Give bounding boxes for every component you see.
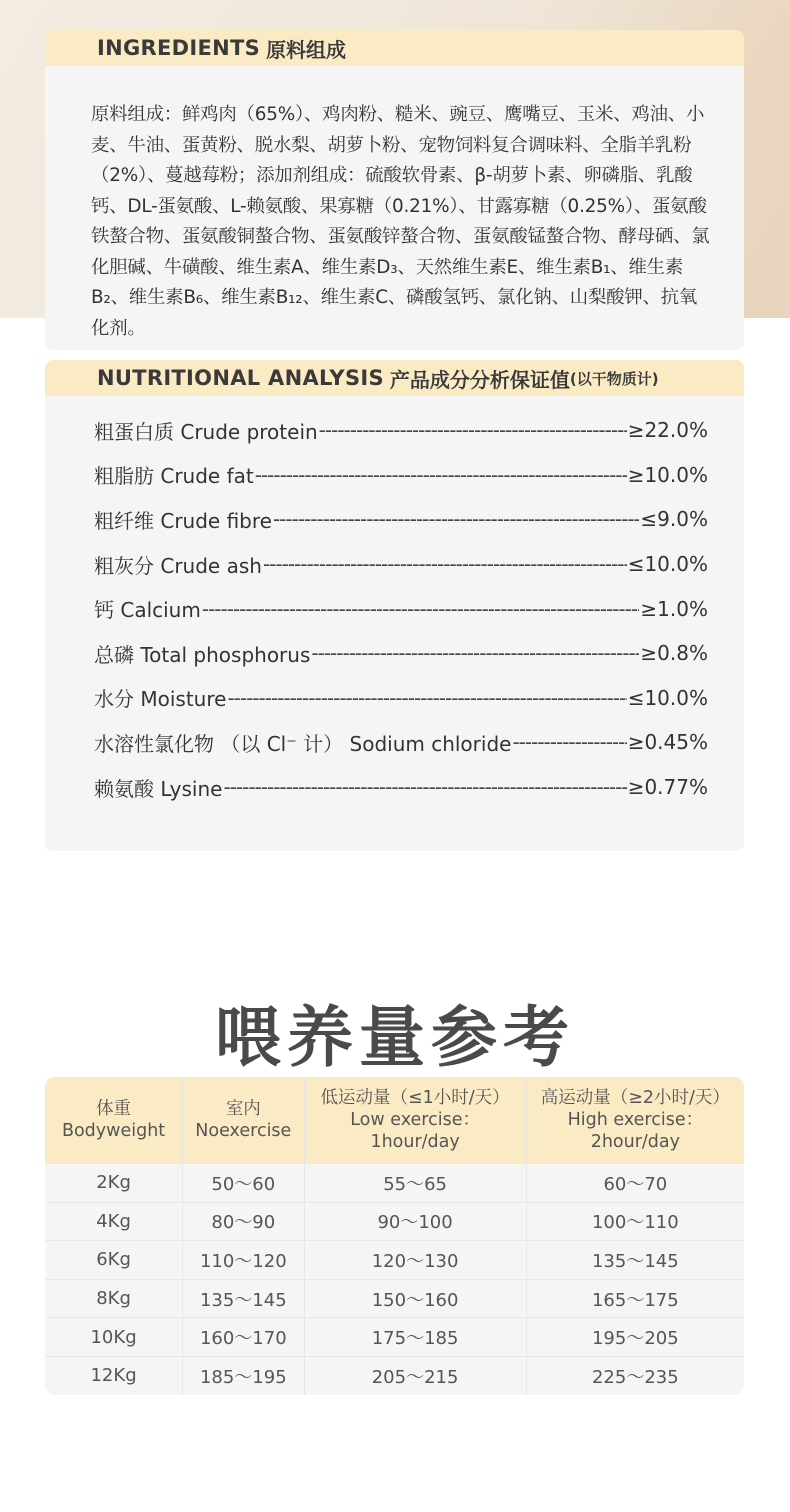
- cell-low-exercise: 205～215: [304, 1356, 526, 1395]
- nutrition-card: [45, 360, 744, 851]
- nutrient-value: ≤9.0%: [640, 507, 708, 532]
- cell-indoor: 185～195: [182, 1356, 303, 1395]
- header-low-exercise-zh: 低运动量（≤1小时/天）: [320, 1088, 510, 1108]
- header-low-exercise-en2: 1hour/day: [370, 1132, 460, 1152]
- cell-bodyweight: 8Kg: [45, 1279, 182, 1318]
- header-high-exercise-en: High exercise：: [567, 1110, 704, 1130]
- nutrient-value: ≥10.0%: [627, 462, 708, 487]
- ingredients-header: [45, 30, 744, 66]
- dotted-leader: [311, 641, 639, 665]
- cell-high-exercise: 60～70: [526, 1163, 744, 1202]
- feeding-title: 喂养量参考: [215, 999, 575, 1077]
- header-bodyweight: [45, 1077, 182, 1163]
- cell-indoor: 80～90: [182, 1202, 303, 1241]
- cell-bodyweight: 10Kg: [45, 1317, 182, 1356]
- ingredients-card: [45, 30, 744, 350]
- nutrient-name: 总磷 Total phosphorus: [94, 642, 311, 667]
- cell-low-exercise: 120～130: [304, 1240, 526, 1279]
- header-bodyweight-en: Bodyweight: [61, 1121, 166, 1141]
- nutrition-title-zh: 产品成分分析保证值: [389, 367, 570, 392]
- header-high-exercise-zh: 高运动量（≥2小时/天）: [540, 1088, 730, 1108]
- nutrient-value: ≥0.77%: [627, 775, 708, 800]
- header-high-exercise-en2: 2hour/day: [590, 1132, 680, 1152]
- header-bodyweight-zh: 体重: [96, 1099, 132, 1119]
- nutrient-name: 赖氨酸 Lysine: [94, 776, 223, 801]
- nutrient-value: ≥1.0%: [640, 596, 708, 621]
- nutrition-row: [45, 586, 744, 631]
- cell-indoor: 110～120: [182, 1240, 303, 1279]
- ingredients-text: 原料组成：鲜鸡肉（65%）、鸡肉粉、糙米、豌豆、鹰嘴豆、玉米、鸡油、小麦、牛油、蛋黄粉、脱水梨、胡萝卜粉、宠物饲料复合调味料、全脂羊乳粉（2%）、蔓越莓粉；添加剂组成：硫酸软骨素、β-胡萝卜素、卵磷脂、乳酸钙、DL-蛋氨酸、L-赖氨酸、果寡糖（0.21%）、甘露寡糖（0.25%）、蛋氨酸铁螯合物、蛋氨酸铜螯合物、蛋氨酸锌螯合物、蛋氨酸锰螯合物、酵母硒、氯化胆碱、牛磺酸、维生素A、维生素D₃、天然维生素E、维生素B₁、维生素B₂、维生素B₆、维生素B₁₂、维生素C、磷酸氢钙、氯化钠、山梨酸钾、抗氧化剂。: [91, 104, 710, 339]
- cell-bodyweight: 12Kg: [45, 1356, 182, 1395]
- dotted-leader: [319, 418, 627, 442]
- nutrition-row: [45, 720, 744, 765]
- feeding-header-row: [45, 1077, 744, 1163]
- nutrition-row: [45, 676, 744, 721]
- nutrition-list: [45, 408, 744, 809]
- nutrient-name: 粗灰分 Crude ash: [94, 553, 262, 578]
- feeding-table: [45, 1077, 744, 1395]
- nutrient-name: 粗脂肪 Crude fat: [94, 464, 254, 489]
- header-low-exercise-en: Low exercise：: [350, 1110, 480, 1130]
- header-indoor: [182, 1077, 303, 1163]
- cell-indoor: 160～170: [182, 1317, 303, 1356]
- cell-bodyweight: 6Kg: [45, 1240, 182, 1279]
- cell-bodyweight: 2Kg: [45, 1163, 182, 1202]
- cell-low-exercise: 55～65: [304, 1163, 526, 1202]
- cell-indoor: 135～145: [182, 1279, 303, 1318]
- cell-high-exercise: 165～175: [526, 1279, 744, 1318]
- dotted-leader: [202, 597, 640, 621]
- header-low-exercise: [304, 1077, 526, 1163]
- dotted-leader: [227, 686, 626, 710]
- table-row: [45, 1163, 744, 1202]
- nutrient-value: ≤10.0%: [627, 552, 708, 577]
- nutrient-value: ≥0.45%: [627, 730, 708, 755]
- nutrient-name: 水溶性氯化物 （以 Cl⁻ 计） Sodium chloride: [94, 731, 512, 756]
- nutrition-title-note: (以干物质计): [569, 369, 659, 388]
- header-high-exercise: [526, 1077, 744, 1163]
- table-row: [45, 1279, 744, 1318]
- nutrition-row: [45, 453, 744, 498]
- dotted-leader: [273, 507, 639, 531]
- nutrition-row: [45, 408, 744, 453]
- cell-high-exercise: 100～110: [526, 1202, 744, 1241]
- cell-bodyweight: 4Kg: [45, 1202, 182, 1241]
- cell-high-exercise: 135～145: [526, 1240, 744, 1279]
- cell-high-exercise: 195～205: [526, 1317, 744, 1356]
- dotted-leader: [223, 775, 626, 799]
- cell-low-exercise: 90～100: [304, 1202, 526, 1241]
- cell-low-exercise: 150～160: [304, 1279, 526, 1318]
- table-row: [45, 1317, 744, 1356]
- nutrient-name: 粗纤维 Crude fibre: [94, 508, 272, 533]
- header-indoor-en: Noexercise: [195, 1121, 292, 1141]
- nutrient-value: ≥22.0%: [627, 418, 708, 443]
- dotted-leader: [512, 730, 626, 754]
- cell-high-exercise: 225～235: [526, 1356, 744, 1395]
- dotted-leader: [255, 463, 627, 487]
- table-row: [45, 1356, 744, 1395]
- nutrition-row: [45, 765, 744, 810]
- dotted-leader: [263, 552, 627, 576]
- nutrient-name: 水分 Moisture: [94, 687, 227, 712]
- cell-indoor: 50～60: [182, 1163, 303, 1202]
- nutrient-name: 粗蛋白质 Crude protein: [94, 419, 318, 444]
- nutrition-row: [45, 542, 744, 587]
- nutrition-row: [45, 497, 744, 542]
- nutrition-header: [45, 360, 744, 396]
- nutrition-title-en: NUTRITIONAL ANALYSIS: [97, 366, 384, 390]
- nutrient-value: ≤10.0%: [627, 685, 708, 710]
- table-row: [45, 1240, 744, 1279]
- ingredients-title-en: INGREDIENTS: [97, 36, 261, 60]
- cell-low-exercise: 175～185: [304, 1317, 526, 1356]
- header-indoor-zh: 室内: [225, 1099, 261, 1119]
- nutrition-row: [45, 631, 744, 676]
- ingredients-title-zh: 原料组成: [266, 37, 347, 62]
- nutrient-name: 钙 Calcium: [94, 598, 201, 623]
- table-row: [45, 1202, 744, 1241]
- nutrient-value: ≥0.8%: [640, 641, 708, 666]
